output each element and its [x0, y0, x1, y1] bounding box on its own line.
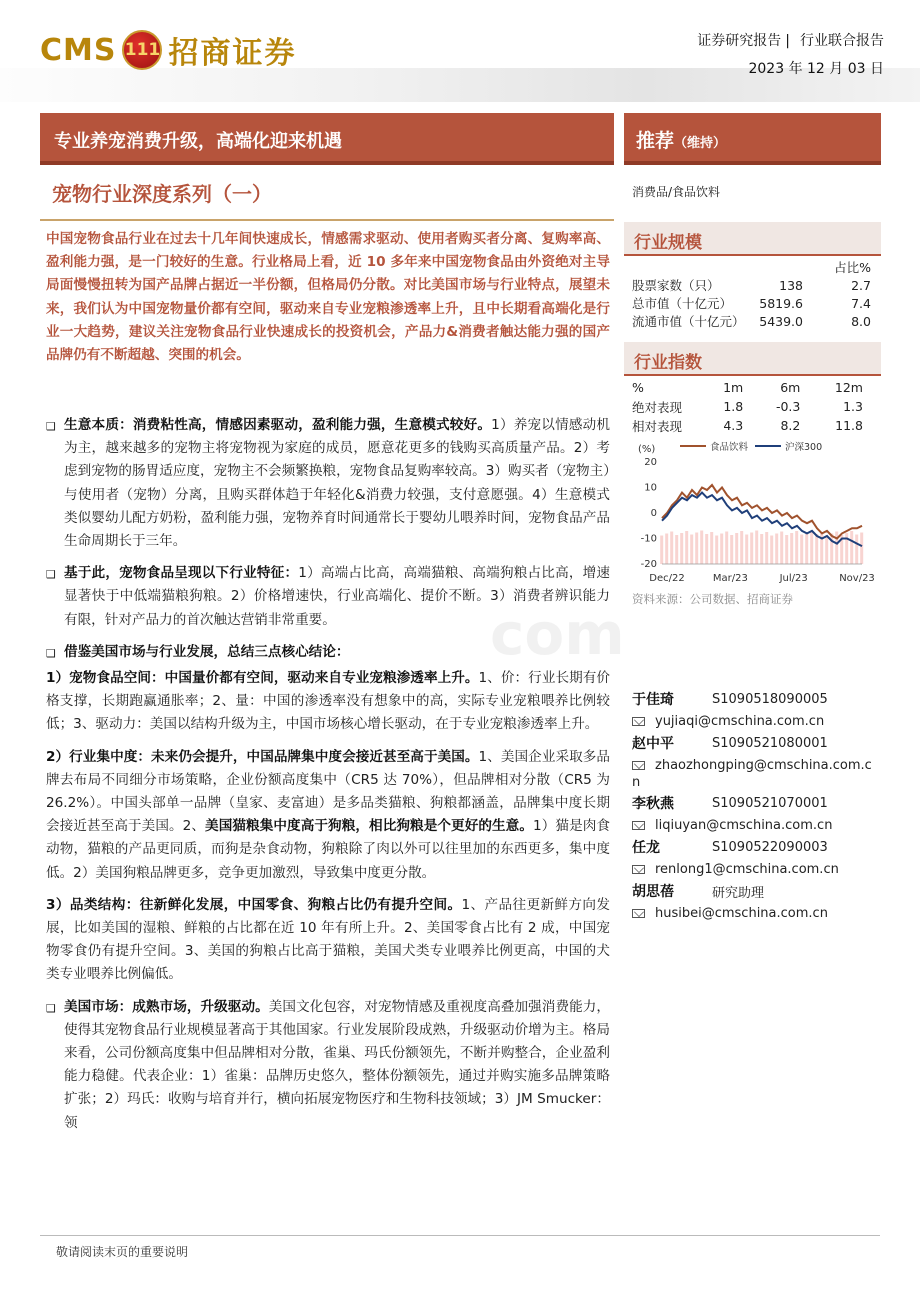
logo-chinese: 招商证券	[168, 36, 297, 71]
conclusion-1	[46, 667, 610, 737]
bullet-head: 美国市场：成熟市场，升级驱动。	[64, 998, 269, 1015]
report-date: 2023 年 12 月 03 日	[748, 61, 884, 77]
relative-bar	[735, 533, 738, 564]
industry-scale-table	[632, 258, 877, 330]
bullet-text: 1）养宠以情感动机为主，越来越多的宠物主将宠物视为家庭的成员，愿意花更多的钱购买高质量产品。2）考虑到宠物的肠胃适应度，宠物主不会频繁换粮，宠物食品复购率较高。3）购买者（宠物主）与使用者（宠物）分离，且购买群体趋于年轻化&消费力较强，支付意愿强。4）生意模式类似婴幼儿配方奶粉，盈利能力强，宠物养育时间通常长于婴幼儿喂养时间，宠物食品产品生命周期长于三年。	[64, 417, 610, 550]
checkbox-bullet-icon: ❑	[46, 1001, 56, 1015]
section-title: 行业规模	[634, 233, 702, 253]
x-tick-label: Jul/23	[779, 573, 808, 584]
footer-divider	[40, 1235, 880, 1236]
analyst-id: S1090518090005	[712, 691, 828, 707]
analyst-email-row	[632, 814, 877, 836]
analyst-email[interactable]: yujiaqi@cmschina.com.cn	[655, 713, 825, 729]
x-tick-label: Dec/22	[649, 573, 685, 584]
scale-row	[632, 294, 877, 312]
relative-bar	[800, 535, 803, 565]
scale-label: 股票家数（只）	[632, 278, 720, 293]
footer-note: 敬请阅读末页的重要说明	[56, 1245, 189, 1259]
relative-bar	[740, 531, 743, 564]
scale-label: 流通市值（十亿元）	[632, 314, 745, 329]
scale-pct: 2.7	[851, 277, 871, 293]
relative-bar	[785, 535, 788, 564]
relative-bar	[705, 534, 708, 564]
index-cell: 1.8	[723, 399, 744, 414]
analyst-name: 于佳琦	[632, 692, 674, 708]
bullet-head: 基于此，宠物食品呈现以下行业特征：	[64, 565, 299, 582]
conclusion-text: 1、产品往更新鲜方向发展，比如美国的湿粮、鲜粮的占比都在近 10 年有所上升。2、美国零食占比有 2 成，中国宠物零食仍有提升空间。3、美国的狗粮占比高于猫粮，美国犬类专业喂养比例更高，中国的犬类专业喂养比例偏低。	[46, 896, 610, 983]
conclusion-text: 1、美国企业采取多品牌去布局不同细分市场策略，企业份额高度集中（CR5 达 70%），但品牌相对分散（CR5 为 26.2%）。中国头部单一品牌（皇家、麦富迪）是多品类猫粮、狗粮都涵盖，品牌集中度长期会接近甚至高于美国。2、	[46, 748, 610, 835]
y-tick-label: 20	[644, 457, 657, 468]
watermark: com	[490, 600, 625, 668]
index-cell: 11.8	[835, 418, 863, 433]
series-line	[662, 485, 862, 539]
conclusion-head: 3）品类结构：往新鲜化发展，中国零食、狗粮占比仍有提升空间。	[46, 896, 462, 913]
analyst-email-wrap: n	[632, 775, 641, 790]
checkbox-bullet-icon: ❑	[46, 568, 56, 582]
section-title: 行业指数	[634, 353, 702, 373]
bullet-us-lessons	[46, 641, 610, 665]
relative-bar	[855, 535, 858, 565]
x-tick-label: Nov/23	[839, 573, 875, 584]
analyst-row	[632, 880, 877, 902]
scale-value: 5439.0	[759, 313, 803, 329]
index-cell: 1.3	[843, 399, 863, 414]
analyst-name: 胡思蓓	[632, 884, 674, 900]
relative-bar	[675, 535, 678, 564]
relative-bar	[715, 536, 718, 565]
analyst-email[interactable]: liqiuyan@cmschina.com.cn	[655, 817, 833, 833]
analyst-id: S1090521070001	[712, 795, 828, 811]
conclusion-head: 1）宠物食品空间：中国量价都有空间，驱动来自专业宠粮渗透率上升。	[46, 670, 479, 687]
mail-icon	[632, 761, 645, 770]
relative-bar	[850, 531, 853, 564]
report-title: 专业养宠消费升级，高端化迎来机遇	[54, 131, 342, 152]
analyst-id: S1090521080001	[712, 735, 828, 751]
industry-scale-header	[624, 222, 881, 256]
relative-bar	[770, 536, 773, 565]
scale-value: 138	[779, 277, 803, 293]
index-header-cell: 12m	[834, 380, 863, 395]
legend-label: 沪深300	[785, 442, 823, 453]
relative-bar	[700, 531, 703, 565]
y-tick-label: 0	[650, 508, 657, 519]
index-header-cell: 6m	[780, 380, 801, 395]
series-divider	[40, 219, 614, 221]
analyst-row	[632, 732, 877, 754]
analyst-name: 李秋燕	[632, 796, 674, 812]
conclusion-text: 1、价：行业长期有价格支撑，长期跑赢通胀率；2、量：中国的渗透率没有想象中的高，实际专业宠粮喂养比例较低；3、驱动力：美国以结构升级为主，中国市场核心增长驱动，在于专业宠粮渗透率上升。	[46, 670, 610, 733]
analyst-row	[632, 688, 877, 710]
industry-index-table	[632, 378, 877, 435]
logo-seal-icon: 111	[122, 30, 162, 70]
y-tick-label: 10	[644, 482, 657, 494]
relative-bar	[755, 531, 758, 565]
series-title: 宠物行业深度系列（一）	[52, 182, 272, 206]
checkbox-bullet-icon: ❑	[46, 646, 56, 660]
bullet-business-nature	[46, 414, 610, 553]
relative-bar	[765, 532, 768, 564]
bullet-us-market	[46, 996, 610, 1135]
analyst-email-row	[632, 754, 877, 776]
analyst-name: 赵中平	[632, 736, 674, 752]
report-type: 证券研究报告	[697, 33, 782, 49]
y-tick-label: -10	[640, 533, 657, 545]
header-separator: |	[785, 33, 790, 49]
report-body	[46, 414, 610, 1144]
analyst-list	[632, 688, 877, 924]
company-logo	[40, 28, 296, 72]
relative-bar	[805, 533, 808, 565]
x-tick-label: Mar/23	[712, 573, 748, 584]
index-cell: 绝对表现	[632, 399, 683, 415]
index-cell: 相对表现	[632, 418, 683, 434]
relative-bar	[780, 532, 783, 565]
index-row	[632, 397, 877, 416]
relative-bar	[670, 532, 673, 565]
conclusion-text-2: 1）猫是肉食动物，猫粮的产品更同质，而狗是杂食动物，狗粮除了肉以外可以往里加的东西更多，集中度低。2）美国狗粮品牌更多，竞争更加激烈，导致集中度更分散。	[46, 818, 610, 881]
index-header-row	[632, 378, 877, 397]
relative-bar	[795, 531, 798, 564]
rating-main: 推荐	[636, 130, 675, 152]
conclusion-head: 2）行业集中度：未来仍会提升，中国品牌集中度会接近甚至高于美国。	[46, 748, 479, 765]
analyst-row	[632, 836, 877, 858]
relative-bar	[790, 533, 793, 564]
index-row	[632, 416, 877, 435]
scale-pct: 8.0	[851, 313, 871, 329]
index-header-cell: 1m	[723, 380, 744, 395]
conclusion-3	[46, 894, 610, 987]
analyst-email-row	[632, 902, 877, 924]
relative-bar	[660, 536, 663, 565]
relative-bar	[665, 534, 668, 565]
chart-ylabel: (%)	[638, 444, 656, 455]
report-subtype: 行业联合报告	[800, 33, 884, 49]
relative-bar	[860, 533, 863, 565]
relative-bar	[730, 535, 733, 564]
rating-label	[636, 126, 726, 153]
relative-bar	[830, 534, 833, 565]
index-cell: 4.3	[723, 418, 744, 433]
index-header-cell: %	[632, 380, 644, 395]
analyst-id: S1090522090003	[712, 839, 828, 855]
relative-bar	[685, 531, 688, 564]
relative-bar	[690, 535, 693, 565]
relative-bar	[775, 534, 778, 565]
index-performance-chart	[632, 436, 877, 588]
rating-banner	[624, 113, 881, 165]
analyst-email-row	[632, 710, 877, 732]
pct-header: 占比%	[834, 260, 871, 275]
relative-bar	[710, 532, 713, 564]
bullet-text: 美国文化包容，对宠物情感及重视度高叠加强消费能力，使得其宠物食品行业规模显著高于其他国家。行业发展阶段成熟，升级驱动价增为主。格局来看，公司份额高度集中但品牌相对分散，雀巢、玛氏份额领先，不断并购整合，企业盈利能力稳健。代表企业：1）雀巢：品牌历史悠久，整体份额领先，通过并购实施多品牌策略扩张；2）玛氏：收购与培育并行，横向拓展宠物医疗和生物科技领域；3）JM Smucker：领	[64, 998, 611, 1131]
header-meta	[693, 30, 884, 78]
analyst-email[interactable]: husibei@cmschina.com.cn	[655, 905, 828, 921]
page-header	[0, 0, 920, 102]
title-banner	[40, 113, 614, 165]
conclusion-subhead: 美国猫粮集中度高于狗粮，相比狗粮是个更好的生意。	[205, 818, 534, 835]
industry-category: 消费品/食品饮料	[632, 185, 721, 199]
checkbox-bullet-icon: ❑	[46, 420, 56, 433]
index-cell: -0.3	[775, 399, 801, 414]
mail-icon	[632, 909, 645, 918]
rating-sub: （维持）	[674, 136, 727, 151]
relative-bar	[725, 532, 728, 565]
conclusion-2	[46, 746, 610, 885]
chart-source: 资料来源：公司数据、招商证券	[632, 592, 793, 606]
relative-bar	[720, 534, 723, 565]
mail-icon	[632, 717, 645, 726]
relative-bar	[815, 534, 818, 564]
bullet-head: 生意本质：消费粘性高，情感因素驱动，盈利能力强，生意模式较好。	[64, 417, 492, 433]
mail-icon	[632, 865, 645, 874]
relative-bar	[810, 531, 813, 565]
y-tick-label: -20	[640, 559, 657, 570]
mail-icon	[632, 821, 645, 830]
relative-bar	[825, 536, 828, 565]
bullet-industry-features	[46, 562, 610, 632]
analyst-id: 研究助理	[712, 885, 765, 901]
analyst-name: 任龙	[632, 840, 660, 856]
scale-row	[632, 276, 877, 294]
bullet-head: 借鉴美国市场与行业发展，总结三点核心结论：	[64, 643, 350, 660]
relative-bar	[750, 533, 753, 565]
scale-pct: 7.4	[851, 295, 871, 311]
logo-latin: CMS	[40, 32, 117, 68]
scale-label: 总市值（十亿元）	[632, 296, 733, 311]
scale-row	[632, 312, 877, 330]
analyst-email-row	[632, 858, 877, 880]
relative-bar	[680, 533, 683, 564]
industry-index-header	[624, 342, 881, 376]
bullet-text: 1）高端占比高，高端猫粮、高端狗粮占比高，增速显著快于中低端猫粮狗粮。2）价格增速快，行业高端化、提价不断。3）消费者辨识能力有限，针对产品力的首次触达营销非常重要。	[64, 565, 610, 628]
scale-value: 5819.6	[759, 295, 803, 311]
analyst-email[interactable]: zhaozhongping@cmschina.com.c	[655, 757, 872, 773]
relative-bar	[745, 535, 748, 565]
legend-label: 食品饮料	[710, 442, 749, 453]
analyst-email[interactable]: renlong1@cmschina.com.cn	[655, 861, 839, 877]
relative-bar	[695, 533, 698, 565]
summary-paragraph: 中国宠物食品行业在过去十几年间快速成长，情感需求驱动、使用者购买者分离、复购率高、盈利能力强，是一门较好的生意。行业格局上看，近 10 多年来中国宠物食品由外资绝对主导局面慢慢扭转为国产品牌占据近一半份额，但格局仍分散。对比美国市场与行业特点，展望未来，我们认为中国宠物量价都有空间，驱动来自专业宠粮渗透率上升，且中长期看高端化是行业一大趋势，建议关注宠物食品行业快速成长的投资机会，产品力&消费者触达能力强的国产品牌仍有不断超越、突围的机会。	[46, 231, 610, 364]
index-cell: 8.2	[780, 418, 801, 433]
relative-bar	[760, 534, 763, 564]
analyst-row	[632, 792, 877, 814]
